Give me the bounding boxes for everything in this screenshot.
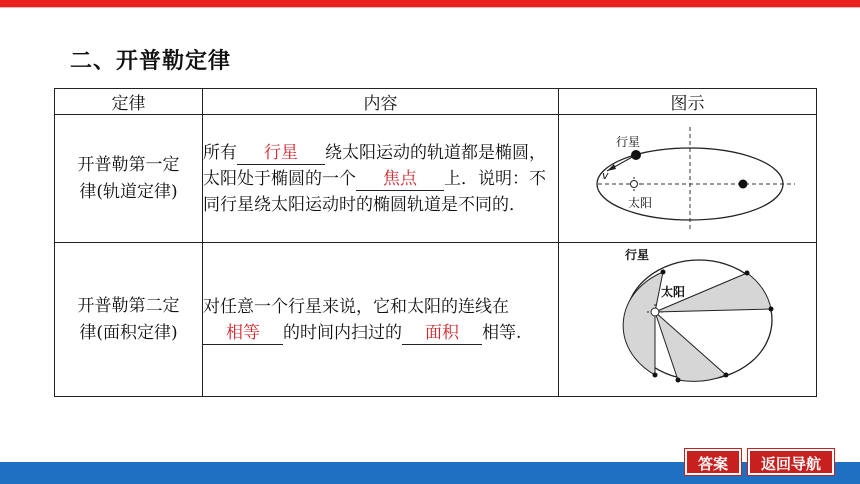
- sun-label: 太阳: [660, 284, 685, 299]
- header-content: 内容: [203, 89, 559, 115]
- law-name-first: 开普勒第一定 律(轨道定律): [55, 115, 203, 243]
- table-row-second-law: [55, 243, 817, 397]
- table-header-row: [55, 89, 817, 115]
- fill-blank-area: 面积: [402, 323, 482, 345]
- section-heading: 二、开普勒定律: [70, 49, 232, 74]
- velocity-label: v: [601, 168, 609, 182]
- planet-label: 行星: [615, 134, 640, 149]
- equal-area-diagram: [563, 244, 813, 392]
- fill-blank-focus: 焦点: [356, 169, 444, 191]
- header-law: 定律: [55, 89, 203, 115]
- table-row-first-law: [55, 115, 817, 243]
- planet-label: 行星: [624, 247, 649, 262]
- figure-second-law: [559, 243, 817, 397]
- answer-button[interactable]: 答案: [685, 449, 741, 475]
- law-content-first: 所有 行星 绕太阳运动的轨道都是椭圆，太阳处于椭圆的一个 焦点 上．说明：不同行星绕太阳运动时的椭圆轨道是不同的．: [203, 115, 559, 243]
- elliptical-orbit-diagram: [563, 117, 813, 237]
- fill-blank-equal-time: 相等: [203, 323, 283, 345]
- top-accent-bar: [0, 0, 860, 7]
- top-accent-line: [0, 7, 860, 8]
- second-focus-dot: [738, 179, 747, 188]
- figure-first-law: [559, 115, 817, 243]
- fill-blank-planet: 行星: [237, 143, 325, 165]
- kepler-laws-table: [54, 88, 817, 397]
- law-name-second: 开普勒第二定 律(面积定律): [55, 243, 203, 397]
- back-to-navigation-button[interactable]: 返回导航: [748, 449, 834, 475]
- law-content-second: 对任意一个行星来说，它和太阳的连线在相等 的时间内扫过的 面积 相等.: [203, 243, 559, 397]
- sun-label: 太阳: [627, 195, 652, 210]
- header-figure: 图示: [559, 89, 817, 115]
